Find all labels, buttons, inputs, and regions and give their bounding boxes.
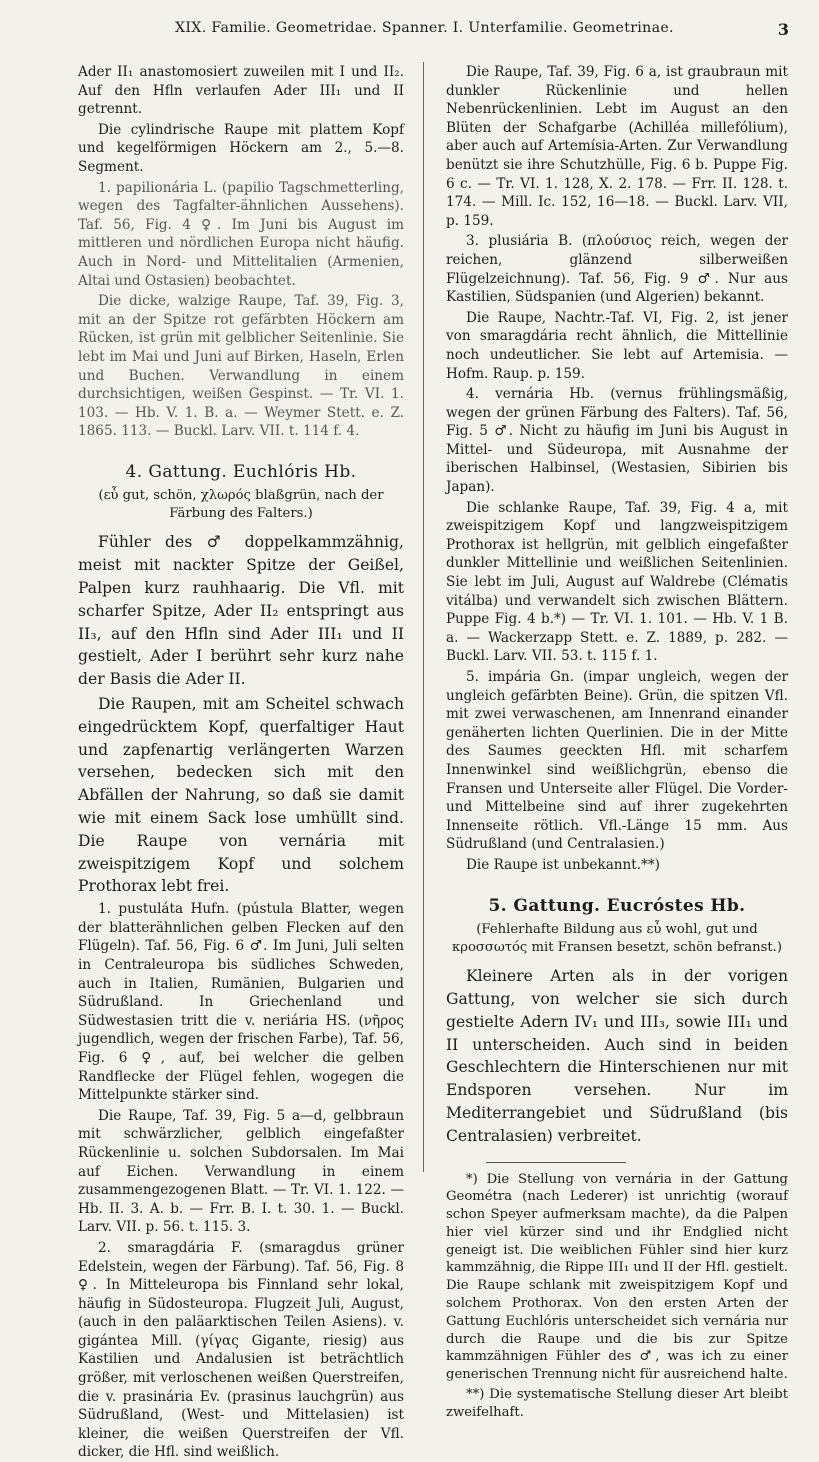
species-entry-imparia: 5. impária Gn. (impar ungleich, wegen der ungleich gefärbten Beine). Grün, die spitzen Vfl. mit zwei verwaschenen, am Innenrand einander genäherten lichten Querlinien. Die in der Mitte des Saumes geeckten Hfl. mit scharfem Innenwinkel sind weißlichgrün, ebenso die Fransen und Unterseite aller Flügel. Die Vorder- und Mittelbeine sind auf ihrer zugekehrten Innenseite rötlich. Vfl.-Länge 15 mm. Aus Südrußland (und Centralasien.): [446, 669, 788, 853]
paragraph: Die Raupe, Nachtr.-Taf. VI, Fig. 2, ist jener von smaragdária recht ähnlich, die Mittellinie noch undeutlicher. Sie lebt auf Artemisia. — Hofm. Raup. p. 159.: [446, 309, 788, 382]
paragraph: Die Raupe ist unbekannt.**): [466, 856, 660, 873]
left-column: [78, 63, 404, 1461]
paragraph: Ader II₁ anastomosiert zuweilen mit I und II₂. Auf den Hfln verlaufen Ader III₁ und II getrennt.: [78, 64, 404, 118]
genus-etymology: (Fehlerhafte Bildung aus εὖ wohl, gut und κροσσωτός mit Fransen besetzt, schön befranst.): [452, 922, 782, 956]
species-entry-smaragdaria: 2. smaragdária F. (smaragdus grüner Edelstein, wegen der Färbung). Taf. 56, Fig. 8 ♀. In Mitteleuropa bis Finnland sehr lokal, häufig in Südosteuropa. Flugzeit Juli, August, (auch in den paläarktischen Teilen Asiens). v. gigántea Mill. (γίγας Gigante, riesig) aus Kastilien und Andalusien ist beträchtlich größer, mit verloschenen weißen Querstreifen, die v. prasinária Ev. (prasinus lauchgrün) aus Südrußland, (West- und Mittelasien) ist kleiner, die weißen Querstreifen der Vfl. dicker, die Hfl. sind weißlich.: [78, 1239, 404, 1461]
genus-etymology: (εὖ gut, schön, χλωρός blaßgrün, nach der Färbung des Falters.): [98, 488, 384, 522]
paragraph: Die cylindrische Raupe mit plattem Kopf und kegelförmigen Höckern am 2., 5.—8. Segment.: [78, 121, 404, 175]
paragraph: Kleinere Arten als in der vorigen Gattung, von welcher sie sich durch gestielte Adern IV₁ und III₃, sowie III₁ und II unterscheiden. Auch sind in beiden Geschlechtern die Hinterschienen nur mit Endsporen versehen. Nur im Mediterrangebiet und Südrußland (bis Centralasien) verbreitet.: [446, 967, 788, 1145]
paragraph: Die dicke, walzige Raupe, Taf. 39, Fig. 3, mit an der Spitze rot gefärbten Höckern am Rücken, ist grün mit gelblicher Seitenlinie. Sie lebt im Mai und Juni auf Birken, Haseln, Erlen und Buchen. Verwandlung in einem durchsichtigen, weißen Gespinst. — Tr. VI. 1. 103. — Hb. V. 1. B. a. — Weymer Stett. e. Z. 1865. 113. — Buckl. Larv. VII. t. 114 f. 4.: [78, 293, 404, 440]
species-entry-vernaria: 4. vernária Hb. (vernus frühlingsmäßig, wegen der grünen Färbung des Falters). Taf. 56, Fig. 5 ♂. Nicht zu häufig im Juni bis August in Mittel- und Südeuropa, mit Ausnahme der iberischen Halbinsel, (Westasien, Sibirien bis Japan).: [446, 386, 788, 496]
column-divider: [423, 62, 424, 1172]
footnote-rule: [486, 1162, 626, 1163]
species-entry-papilionaria: 1. papilionária L. (papilio Tagschmetterling, wegen des Tagfalter-ähnlichen Aussehens). Taf. 56, Fig. 4 ♀. Im Juni bis August im mittleren und nördlichen Europa nicht häufig. Auch in Nord- und Mittelitalien (Armenien, Altai und Ostasien) beobachtet.: [78, 179, 404, 289]
paragraph: Die Raupe, Taf. 39, Fig. 5 a—d, gelbbraun mit schwärzlicher, gelblich eingefaßter Rückenlinie u. solchen Subdorsalen. Im Mai auf Eichen. Verwandlung in einem zusammengezogenen Blatt. — Tr. VI. 1. 122. — Hb. II. 3. A. b. — Frr. B. I. t. 30. 1. — Buckl. Larv. VII. p. 56. t. 115. 3.: [78, 1107, 404, 1236]
paragraph: Die Raupe, Taf. 39, Fig. 6 a, ist graubraun mit dunkler Rückenlinie und hellen Nebenrückenlinien. Lebt im August an den Blüten der Schafgarbe (Achilléa millefólium), aber auch auf Artemísia-Arten. Zur Verwandlung benützt sie ihre Schutzhülle, Fig. 6 b. Puppe Fig. 6 c. — Tr. VI. 1. 128, X. 2. 178. — Frr. II. 128. t. 174. — Mill. Ic. 152, 16—18. — Buckl. Larv. VII, p. 159.: [446, 64, 788, 229]
paragraph: Fühler des ♂ doppelkammzähnig, meist mit nackter Spitze der Geißel, Palpen kurz rauhhaarig. Die Vfl. mit scharfer Spitze, Ader II₂ entspringt aus II₃, auf den Hfln sind Ader III₁ und II gestielt, Ader I berührt sehr kurz nahe der Basis die Ader II.: [78, 533, 404, 689]
paragraph: Die schlanke Raupe, Taf. 39, Fig. 4 a, mit zweispitzigem Kopf und langzweispitzigem Prothorax ist hellgrün, mit gelblich eingefaßter dunkler Mittellinie und weißlichen Seitenlinien. Sie lebt im Juli, August auf Waldrebe (Clématis vitálba) und verwandelt sich zwischen Blättern. Puppe Fig. 4 b.*) — Tr. VI. 1. 101. — Hb. V. 1 B. a. — Wackerzapp Stett. e. Z. 1889, p. 282. — Buckl. Larv. VII. 53. t. 115 f. 1.: [446, 499, 788, 665]
paragraph: Die Raupen, mit am Scheitel schwach eingedrücktem Kopf, querfaltiger Haut und zapfenartig verlängerten Warzen versehen, bedecken sich mit den Abfällen der Nahrung, so daß sie damit wie mit einem Sack lose umhüllt sind. Die Raupe von vernária mit zweispitzigem Kopf und solchem Prothorax lebt frei.: [78, 695, 404, 896]
page-number: 3: [777, 20, 789, 39]
footnote: *) Die Stellung von vernária in der Gattung Geométra (nach Lederer) ist unrichtig (worauf schon Speyer aufmerksam machte), da die Palpen hier viel kürzer sind und ihr Endglied nicht geneigt ist. Die weiblichen Fühler sind hier kurz kammzähnig, die Rippe III₁ und II der Hfl. gestielt. Die Raupe schlank mit zweispitzigem Kopf und solchem Prothorax. Von den ersten Arten der Gattung Euchlóris unterscheidet sich vernária nur durch die Raupe und die bis zur Spitze kammzähnigen Fühler des ♂, was ich zu einer generischen Trennung nicht für ausreichend halte.: [446, 1171, 788, 1383]
running-title: XIX. Familie. Geometridae. Spanner. I. Unterfamilie. Geometrinae.: [175, 20, 674, 36]
footnote: **) Die systematische Stellung dieser Art bleibt zweifelhaft.: [446, 1387, 788, 1420]
right-column: [446, 63, 788, 1420]
species-entry-pustulata: 1. pustuláta Hufn. (pústula Blatter, wegen der blatterähnlichen gelben Flecken auf den Flügeln). Taf. 56, Fig. 6 ♂. Im Juni, Juli selten in Centraleuropa bis südliches Schweden, auch in Italien, Rumänien, Bulgarien und Südrußland. In Griechenland und Südwestasien tritt die v. neriária HS. (νῆρος jugendlich, wegen der frischen Farbe), Taf. 56, Fig. 6 ♀, auf, bei welcher die gelben Randflecke der Flügel fehlen, wogegen die Mittelpunkte stärker sind.: [78, 901, 404, 1104]
species-entry-plusiaria: 3. plusiária B. (πλούσιος reich, wegen der reichen, glänzend silberweißen Flügelzeichnung). Taf. 56, Fig. 9 ♂. Nur aus Kastilien, Südspanien (und Algerien) bekannt.: [446, 233, 788, 306]
genus-heading-euchloris: 4. Gattung. Euchlóris Hb.: [125, 461, 357, 482]
page-header: [0, 12, 819, 52]
genus-heading-eucrostes: 5. Gattung. Eucróstes Hb.: [488, 895, 746, 916]
